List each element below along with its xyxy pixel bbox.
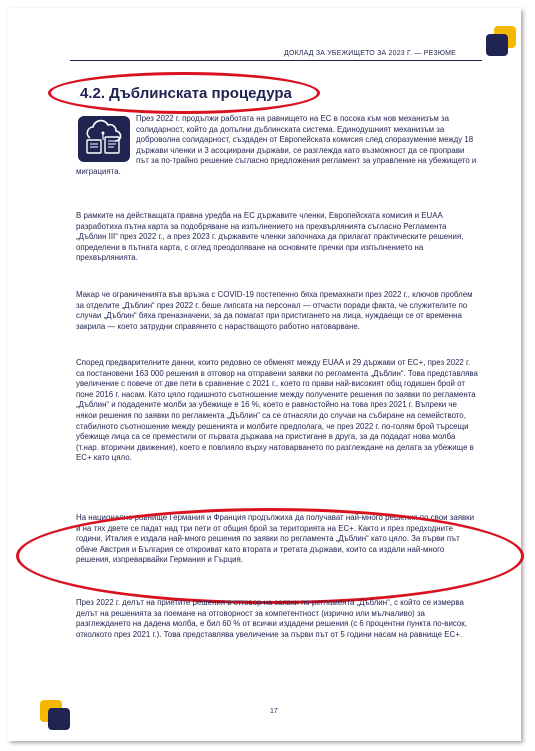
paragraph-5: На национално равнище Германия и Франция продължиха да получават най-много решения по свои заявки и на тях двете се падат над три пети от общия брой за територията на ЕС+. Както и през предходните години, Италия е издала най-много решения по заявки по регламента „Дъблин“ като цяло. За първи път обаче Австрия и България се откроиват като втората и третата държави, които са издали най-много решения, изпреварвайки Германия и Гърция. — [76, 513, 475, 565]
document-page — [8, 8, 521, 741]
section-heading: 4.2. Дъблинската процедура — [80, 85, 292, 102]
paragraph-4: Според предварителните данни, които редовно се обменят между EUAA и 29 държави от ЕС+, през 2022 г. са постановени 163 000 решения в отговор на отправени заявки по регламента „Дъблин“. Това представлява увеличение с повече от две пети в сравнение с 2021 г., което го прави най-високият общ годишен брой от поне 2016 г. насам. Като цяло годишното съотношение между получените решения по заявки по регламента „Дъблин“ и подадените молби за убежище е 16 %, което е равностойно на това през 2021 г. Въпреки че някои решения по заявки по регламента „Дъблин“ са се отнасяли до случаи на събиране на семейството, стабилното съотношение между решенията и молбите предполага, че през 2022 г. по-голям брой търсещи убежище лица са се преместили от първата държава на пристигане в друга, за да подадат нова молба (т.нар. вторични движения), което е повлияло върху натоварването по разглеждане на делата за убежище в ЕС+ като цяло. — [76, 358, 478, 463]
report-logo-icon — [486, 26, 516, 56]
footer-logo-icon — [40, 700, 70, 730]
running-header: ДОКЛАД ЗА УБЕЖИЩЕТО ЗА 2023 Г. — РЕЗЮМЕ — [284, 50, 456, 57]
paragraph-1: През 2022 г. продължи работата на равнището на ЕС в посока към нов механизъм за солидарност, който да допълни дъблинската система. Единодушният механизъм за доброволна солидарност, създаден от Европейската комисия след споразумение между 18 държави членки и 3 асоциирани държави, се разглежда като възможност да се проправи път за по-трайно решение съгласно предложения регламент за управление на убежището и миграцията. — [76, 114, 477, 176]
paragraph-2: В рамките на действащата правна уредба на ЕС държавите членки, Европейската комисия и EUAA разработиха пътна карта за подобряване на изпълнението на прехвърлянията съгласно Регламента „Дъблин III“ през 2022 г., а през 2023 г. държавите членки започнаха да прилагат практическите решения, определени в пътната карта, с оглед преодоляване на основните пречки при изпълнението на прехвърлянията. — [76, 211, 464, 263]
paragraph-6: През 2022 г. делът на приетите решения в отговор на заявки по регламента „Дъблин“, с който се измерва делът на решенията за поемане на отговорност за компетентност (изрично или мълчаливо) за разглеждането на дадена молба, е бил 60 % от всички издадени решения (с 6 процентни пункта по-висок, отколкото през 2021 г.). Това представлява увеличение за първи път от 5 години насам на равнище ЕС+. — [76, 598, 467, 639]
paragraph-3: Макар че ограниченията във връзка с COVID-19 постепенно бяха премахнати през 2022 г., ключов проблем за отделите „Дъблин“ през 2022 г. беше липсата на персонал — отчасти поради факта, че служителите по случаи „Дъблин“ бяха преназначени, за да помагат при пристигането на лица, нуждаещи се от временна закрила — което затрудни справянето с нарастващото работно натоварване. — [76, 290, 473, 331]
page-number: 17 — [270, 708, 278, 715]
header-divider — [70, 60, 482, 61]
